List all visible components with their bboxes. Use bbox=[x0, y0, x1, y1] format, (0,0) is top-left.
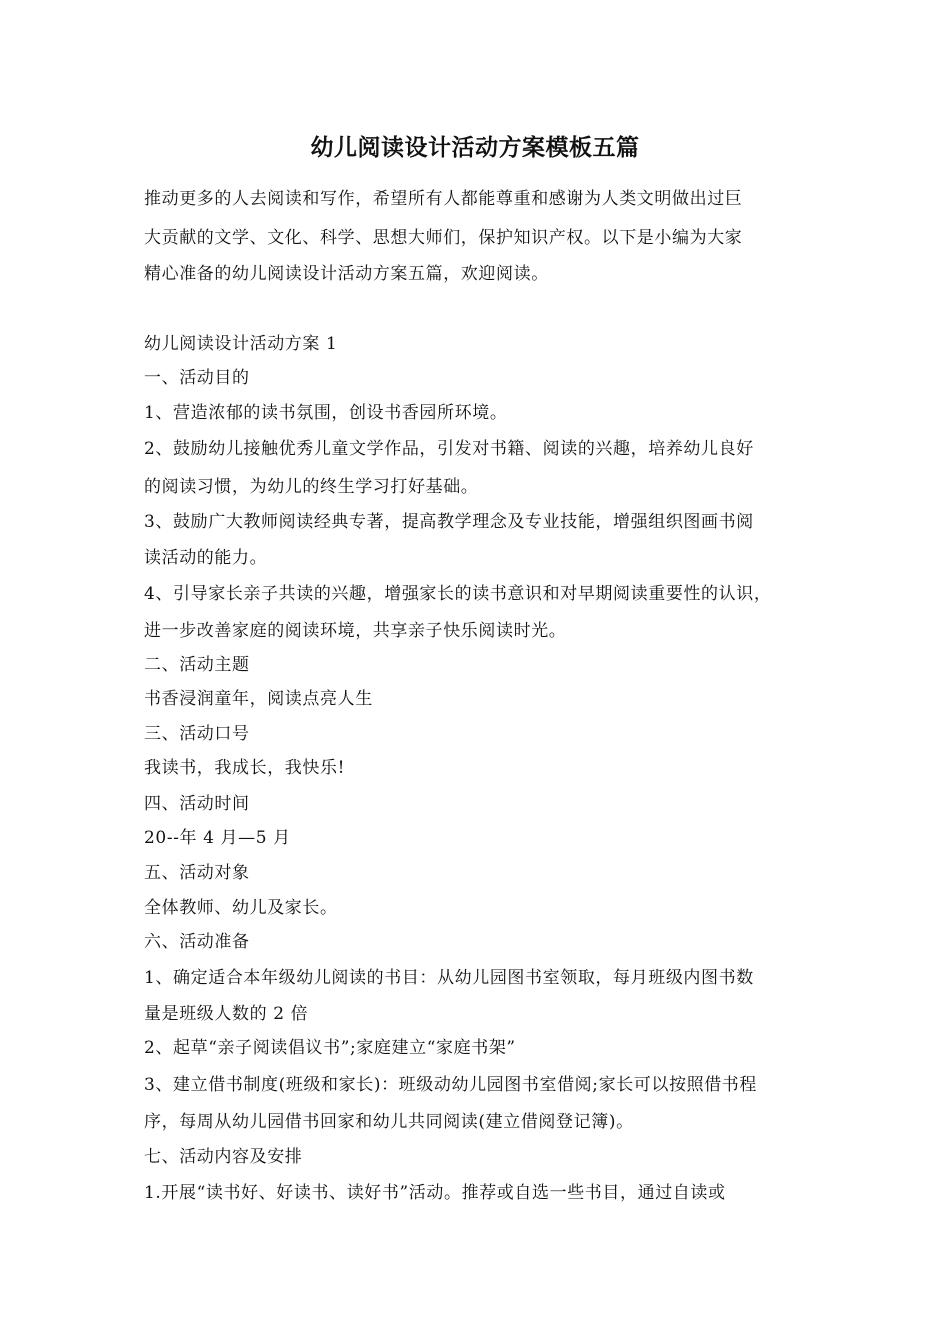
text-line: 1、确定适合本年级幼儿阅读的书目：从幼儿园图书室领取，每月班级内图书数 bbox=[144, 968, 754, 988]
document-title: 幼儿阅读设计活动方案模板五篇 bbox=[310, 134, 640, 161]
text-line: 的阅读习惯，为幼儿的终生学习打好基础。 bbox=[144, 477, 479, 497]
text-line: 2、鼓励幼儿接触优秀儿童文学作品，引发对书籍、阅读的兴趣，培养幼儿良好 bbox=[144, 439, 754, 459]
text-line: 量是班级人数的 2 倍 bbox=[144, 1004, 309, 1024]
text-line: 序，每周从幼儿园借书回家和幼儿共同阅读(建立借阅登记簿)。 bbox=[144, 1112, 634, 1132]
text-line: 2、起草“亲子阅读倡议书”;家庭建立“家庭书架” bbox=[144, 1038, 516, 1058]
subheading-slogan: 三、活动口号 bbox=[144, 724, 250, 744]
text-line: 1、营造浓郁的读书氛围，创设书香园所环境。 bbox=[144, 403, 508, 423]
text-line: 3、鼓励广大教师阅读经典专著，提高教学理念及专业技能，增强组织图画书阅 bbox=[144, 512, 754, 532]
text-line: 4、引导家长亲子共读的兴趣，增强家长的读书意识和对早期阅读重要性的认识， bbox=[144, 584, 772, 604]
intro-line-1: 推动更多的人去阅读和写作，希望所有人都能尊重和感谢为人类文明做出过巨 bbox=[144, 189, 743, 209]
text-line: 全体教师、幼儿及家长。 bbox=[144, 898, 338, 918]
section-heading: 幼儿阅读设计活动方案 1 bbox=[144, 334, 338, 354]
text-line: 书香浸润童年，阅读点亮人生 bbox=[144, 689, 373, 709]
text-line: 1.开展“读书好、好读书、读好书”活动。推荐或自选一些书目，通过自读或 bbox=[144, 1183, 726, 1203]
subheading-audience: 五、活动对象 bbox=[144, 863, 250, 883]
intro-line-3: 精心准备的幼儿阅读设计活动方案五篇，欢迎阅读。 bbox=[144, 264, 549, 284]
subheading-activities: 七、活动内容及安排 bbox=[144, 1147, 303, 1167]
intro-line-2: 大贡献的文学、文化、科学、思想大师们，保护知识产权。以下是小编为大家 bbox=[144, 228, 743, 248]
text-line: 进一步改善家庭的阅读环境，共享亲子快乐阅读时光。 bbox=[144, 621, 567, 641]
subheading-theme: 二、活动主题 bbox=[144, 655, 250, 675]
subheading-purpose: 一、活动目的 bbox=[144, 368, 250, 388]
text-line: 读活动的能力。 bbox=[144, 548, 268, 568]
subheading-preparation: 六、活动准备 bbox=[144, 932, 250, 952]
text-line: 3、建立借书制度(班级和家长)：班级动幼儿园图书室借阅;家长可以按照借书程 bbox=[144, 1075, 758, 1095]
text-line: 我读书，我成长，我快乐! bbox=[144, 758, 346, 778]
subheading-time: 四、活动时间 bbox=[144, 794, 250, 814]
text-line: 20--年 4 月—5 月 bbox=[144, 828, 291, 848]
